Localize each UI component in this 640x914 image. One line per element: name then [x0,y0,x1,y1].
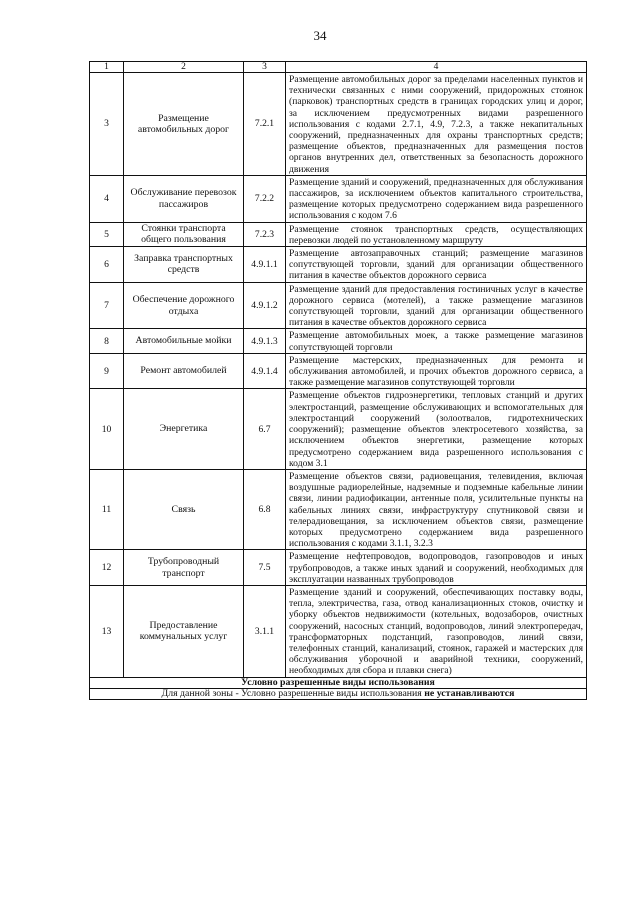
header-col-4: 4 [286,62,587,73]
row-number: 13 [90,585,124,677]
row-code: 7.2.1 [244,73,286,176]
footer-note [90,688,587,699]
row-description: Размещение нефтепроводов, водопроводов, газопроводов и иных трубопроводов, а также иных зданий и сооружений, необходимых для эксплуатации названных трубопроводов [286,550,587,586]
table-header-row [90,62,587,73]
section-row [90,677,587,688]
row-name: Обслуживание перевозок пассажиров [124,175,244,222]
footer-row [90,688,587,699]
table-row [90,550,587,586]
row-name: Обеспечение дорожного отдыха [124,282,244,329]
row-code: 7.2.2 [244,175,286,222]
table-row [90,353,587,389]
table-row [90,389,587,469]
row-description: Размещение зданий для предоставления гостиничных услуг в качестве дорожного сервиса (мотелей), а также размещение магазинов сопутствующей торговли, зданий для организации общественного питания в качестве объектов дорожного сервиса [286,282,587,329]
row-number: 9 [90,353,124,389]
header-col-2: 2 [124,62,244,73]
row-name: Предоставление коммунальных услуг [124,585,244,677]
table-row [90,469,587,549]
footer-text: Для данной зоны - Условно разрешенные виды использования [161,687,425,699]
row-name: Ремонт автомобилей [124,353,244,389]
row-description: Размещение объектов связи, радиовещания, телевидения, включая воздушные радиорелейные, надземные и подземные кабельные линии связи, линии радиофикации, антенные поля, усилительные пункты на кабельных линиях связи, инфраструктуру спутниковой связи и телерадиовещания, за исключением объектов связи, размещение которых предусмотрено содержанием вида разрешенного использования с кодами 3.1.1, 3.2.3 [286,469,587,549]
row-description: Размещение объектов гидроэнергетики, тепловых станций и других электростанций, размещение обслуживающих и вспомогательных для электростанций сооружений (золоотвалов, гидротехнических сооружений); размещение объектов электросетевого хозяйства, за исключением объектов энергетики, размещение которых предусмотрено содержанием вида разрешенного использования с кодом 3.1 [286,389,587,469]
table-row [90,73,587,176]
row-number: 10 [90,389,124,469]
row-code: 6.7 [244,389,286,469]
table-row [90,329,587,353]
row-description: Размещение зданий и сооружений, обеспечивающих поставку воды, тепла, электричества, газа, отвод канализационных стоков, очистку и уборку объектов недвижимости (котельных, водозаборов, очистных сооружений, насосных станций, водопроводов, линий электропередач, трансформаторных подстанций, газопроводов, линий связи, телефонных станций, канализаций, стоянок, гаражей и мастерских для обслуживания уборочной и аварийной техники, сооружений, необходимых для сбора и плавки снега) [286,585,587,677]
row-name: Стоянки транспорта общего пользования [124,222,244,246]
row-code: 4.9.1.2 [244,282,286,329]
row-description: Размещение автомобильных дорог за пределами населенных пунктов и технически связанных с ними сооружений, придорожных стоянок (парковок) транспортных средств в границах городских улиц и дорог, за исключением предусмотренных видами разрешенного использования с кодами 2.7.1, 4.9, 7.2.3, а также некапитальных сооружений, предназначенных для охраны транспортных средств; размещение объектов, предназначенных для размещения постов органов внутренних дел, ответственных за безопасность дорожного движения [286,73,587,176]
row-name: Энергетика [124,389,244,469]
row-code: 7.2.3 [244,222,286,246]
row-number: 8 [90,329,124,353]
footer-emphasis: не устанавливаются [424,687,515,699]
row-code: 4.9.1.1 [244,247,286,283]
row-description: Размещение мастерских, предназначенных для ремонта и обслуживания автомобилей, и прочих объектов дорожного сервиса, а также размещение магазинов сопутствующей торговли [286,353,587,389]
table-row [90,175,587,222]
header-col-1: 1 [90,62,124,73]
row-number: 7 [90,282,124,329]
row-code: 4.9.1.3 [244,329,286,353]
table-row [90,247,587,283]
row-description: Размещение автозаправочных станций; размещение магазинов сопутствующей торговли, зданий для организации общественного питания в качестве объектов дорожного сервиса [286,247,587,283]
row-code: 7.5 [244,550,286,586]
page-number: 34 [313,28,327,43]
row-code: 4.9.1.4 [244,353,286,389]
row-name: Автомобильные мойки [124,329,244,353]
row-number: 12 [90,550,124,586]
row-name: Связь [124,469,244,549]
section-title: Условно разрешенные виды использования [90,677,587,688]
row-number: 6 [90,247,124,283]
table-row [90,282,587,329]
land-use-table [89,61,587,700]
row-description: Размещение зданий и сооружений, предназначенных для обслуживания пассажиров, за исключением объектов капитального строительства, размещение которых предусмотрено содержанием вида разрешенного использования с кодом 7.6 [286,175,587,222]
table-row [90,585,587,677]
row-name: Заправка транспортных средств [124,247,244,283]
row-number: 5 [90,222,124,246]
row-number: 11 [90,469,124,549]
row-name: Размещение автомобильных дорог [124,73,244,176]
row-number: 3 [90,73,124,176]
row-code: 6.8 [244,469,286,549]
row-code: 3.1.1 [244,585,286,677]
row-number: 4 [90,175,124,222]
table-row [90,222,587,246]
row-description: Размещение автомобильных моек, а также размещение магазинов сопутствующей торговли [286,329,587,353]
header-col-3: 3 [244,62,286,73]
row-name: Трубопроводный транспорт [124,550,244,586]
row-description: Размещение стоянок транспортных средств, осуществляющих перевозки людей по установленному маршруту [286,222,587,246]
